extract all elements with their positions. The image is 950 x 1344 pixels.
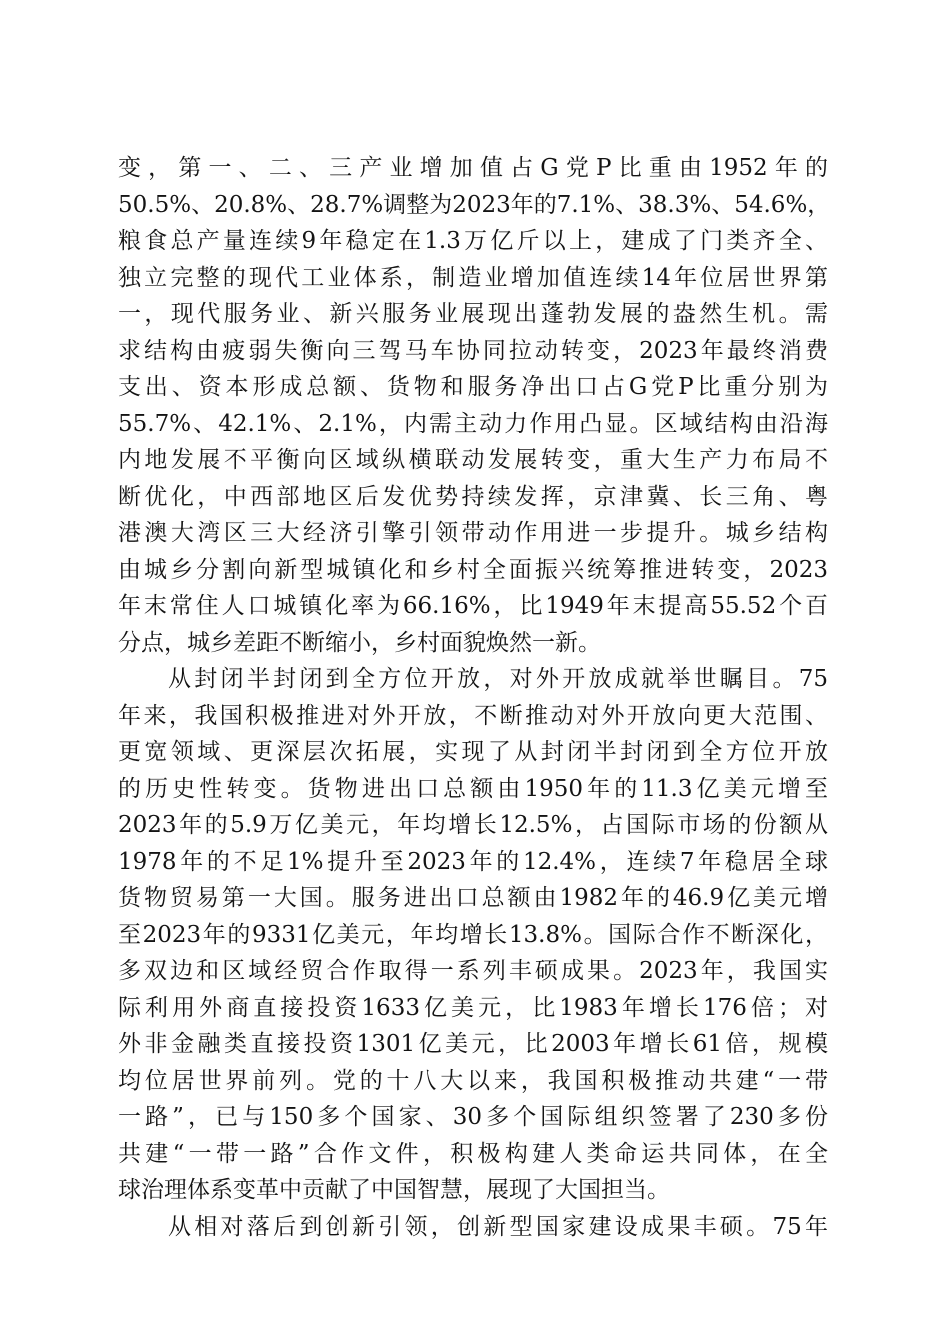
paragraph-first-line: 从相对落后到创新引领，创新型国家建设成果丰硕。75年 [168,1213,828,1240]
text-line: 更宽领域、更深层次拓展，实现了从封闭半封闭到全方位开放 [118,739,828,765]
paragraph-end-line: 球治理体系变革中贡献了中国智慧，展现了大国担当。 [118,1177,670,1203]
text-line: 均位居世界前列。党的十八大以来，我国积极推动共建“一带 [118,1067,828,1094]
text-line: 共建“一带一路”合作文件，积极构建人类命运共同体，在全 [118,1140,828,1167]
text-line: 的历史性转变。货物进出口总额由1950年的11.3亿美元增至 [118,775,828,802]
text-line: 外非金融类直接投资1301亿美元，比2003年增长61倍，规模 [118,1031,828,1057]
text-line: 货物贸易第一大国。服务进出口总额由1982年的46.9亿美元增 [118,885,828,911]
text-line: 求结构由疲弱失衡向三驾马车协同拉动转变，2023年最终消费 [118,337,828,364]
text-line: 至2023年的9331亿美元，年均增长13.8%。国际合作不断深化， [118,921,828,948]
text-line: 内地发展不平衡向区域纵横联动发展转变，重大生产力布局不 [118,447,828,473]
text-line: 际利用外商直接投资1633亿美元，比1983年增长176倍；对 [118,994,828,1021]
text-line: 55.7%、42.1%、2.1%，内需主动力作用凸显。区域结构由沿海 [118,410,828,437]
text-line: 年末常住人口城镇化率为66.16%，比1949年末提高55.52个百 [118,593,828,619]
text-line: 一路”，已与150多个国家、30多个国际组织签署了230多份 [118,1104,828,1130]
text-line: 变，第一、二、三产业增加值占G党P比重由1952年的 [118,155,828,181]
text-line: 1978年的不足1%提升至2023年的12.4%，连续7年稳居全球 [118,848,828,875]
text-line: 断优化，中西部地区后发优势持续发挥，京津冀、长三角、粤 [118,483,828,510]
text-line: 独立完整的现代工业体系，制造业增加值连续14年位居世界第 [118,264,828,291]
text-line: 港澳大湾区三大经济引擎引领带动作用进一步提升。城乡结构 [118,520,828,546]
text-line: 年来，我国积极推进对外开放，不断推动对外开放向更大范围、 [118,702,828,729]
paragraph-first-line: 从封闭半封闭到全方位开放，对外开放成就举世瞩目。75 [168,666,828,692]
text-line: 50.5%、20.8%、28.7%调整为2023年的7.1%、38.3%、54.6%， [118,191,831,218]
text-line: 多双边和区域经贸合作取得一系列丰硕成果。2023年，我国实 [118,958,828,984]
text-line: 粮食总产量连续9年稳定在1.3万亿斤以上，建成了门类齐全、 [118,228,828,254]
body-text [118,150,831,1245]
paragraph-end-line: 分点，城乡差距不断缩小，乡村面貌焕然一新。 [118,629,601,656]
text-line: 由城乡分割向新型城镇化和乡村全面振兴统筹推进转变，2023 [118,556,828,583]
text-line: 一，现代服务业、新兴服务业展现出蓬勃发展的盎然生机。需 [118,301,828,327]
text-line: 2023年的5.9万亿美元，年均增长12.5%，占国际市场的份额从 [118,812,828,838]
text-line: 支出、资本形成总额、货物和服务净出口占G党P比重分别为 [118,374,828,400]
